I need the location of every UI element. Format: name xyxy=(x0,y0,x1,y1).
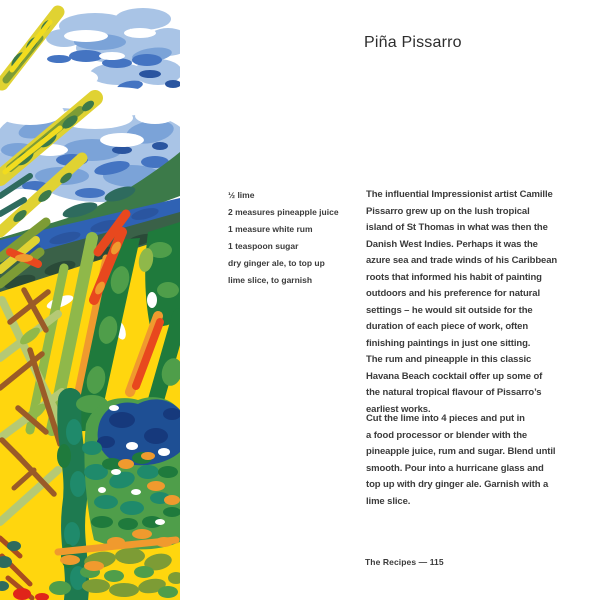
recipe-title: Piña Pissarro xyxy=(364,34,462,51)
pissarro-painting xyxy=(0,0,180,600)
recipe-method: Cut the lime into 4 pieces and put in a food processor or blender with the pineapple juice, rum and sugar. Blend until smooth. Pour into a hurricane glass and top up with dry ginger ale. Garnish with a lime slice. xyxy=(366,413,556,507)
ingredients-list: ½ lime 2 measures pineapple juice 1 measure white rum 1 teaspoon sugar dry ginger ale, to top up lime slice, to garnish xyxy=(228,190,339,285)
page-footer: The Recipes — 115 xyxy=(365,557,444,567)
recipe-description: The influential Impressionist artist Camille Pissarro grew up on the lush tropical island of St Thomas in what was then the Danish West Indies. Perhaps it was the azure sea and trade winds of his Caribbean roots that informed his habit of painting outdoors and his preference for natural settings – he would sit outside for the duration of each piece of work, often finishing paintings in just one sitting. The rum and pineapple in this classic Havana Beach cocktail offer up some of the natural tropical flavour of Pissarro’s earliest works. xyxy=(366,189,558,415)
